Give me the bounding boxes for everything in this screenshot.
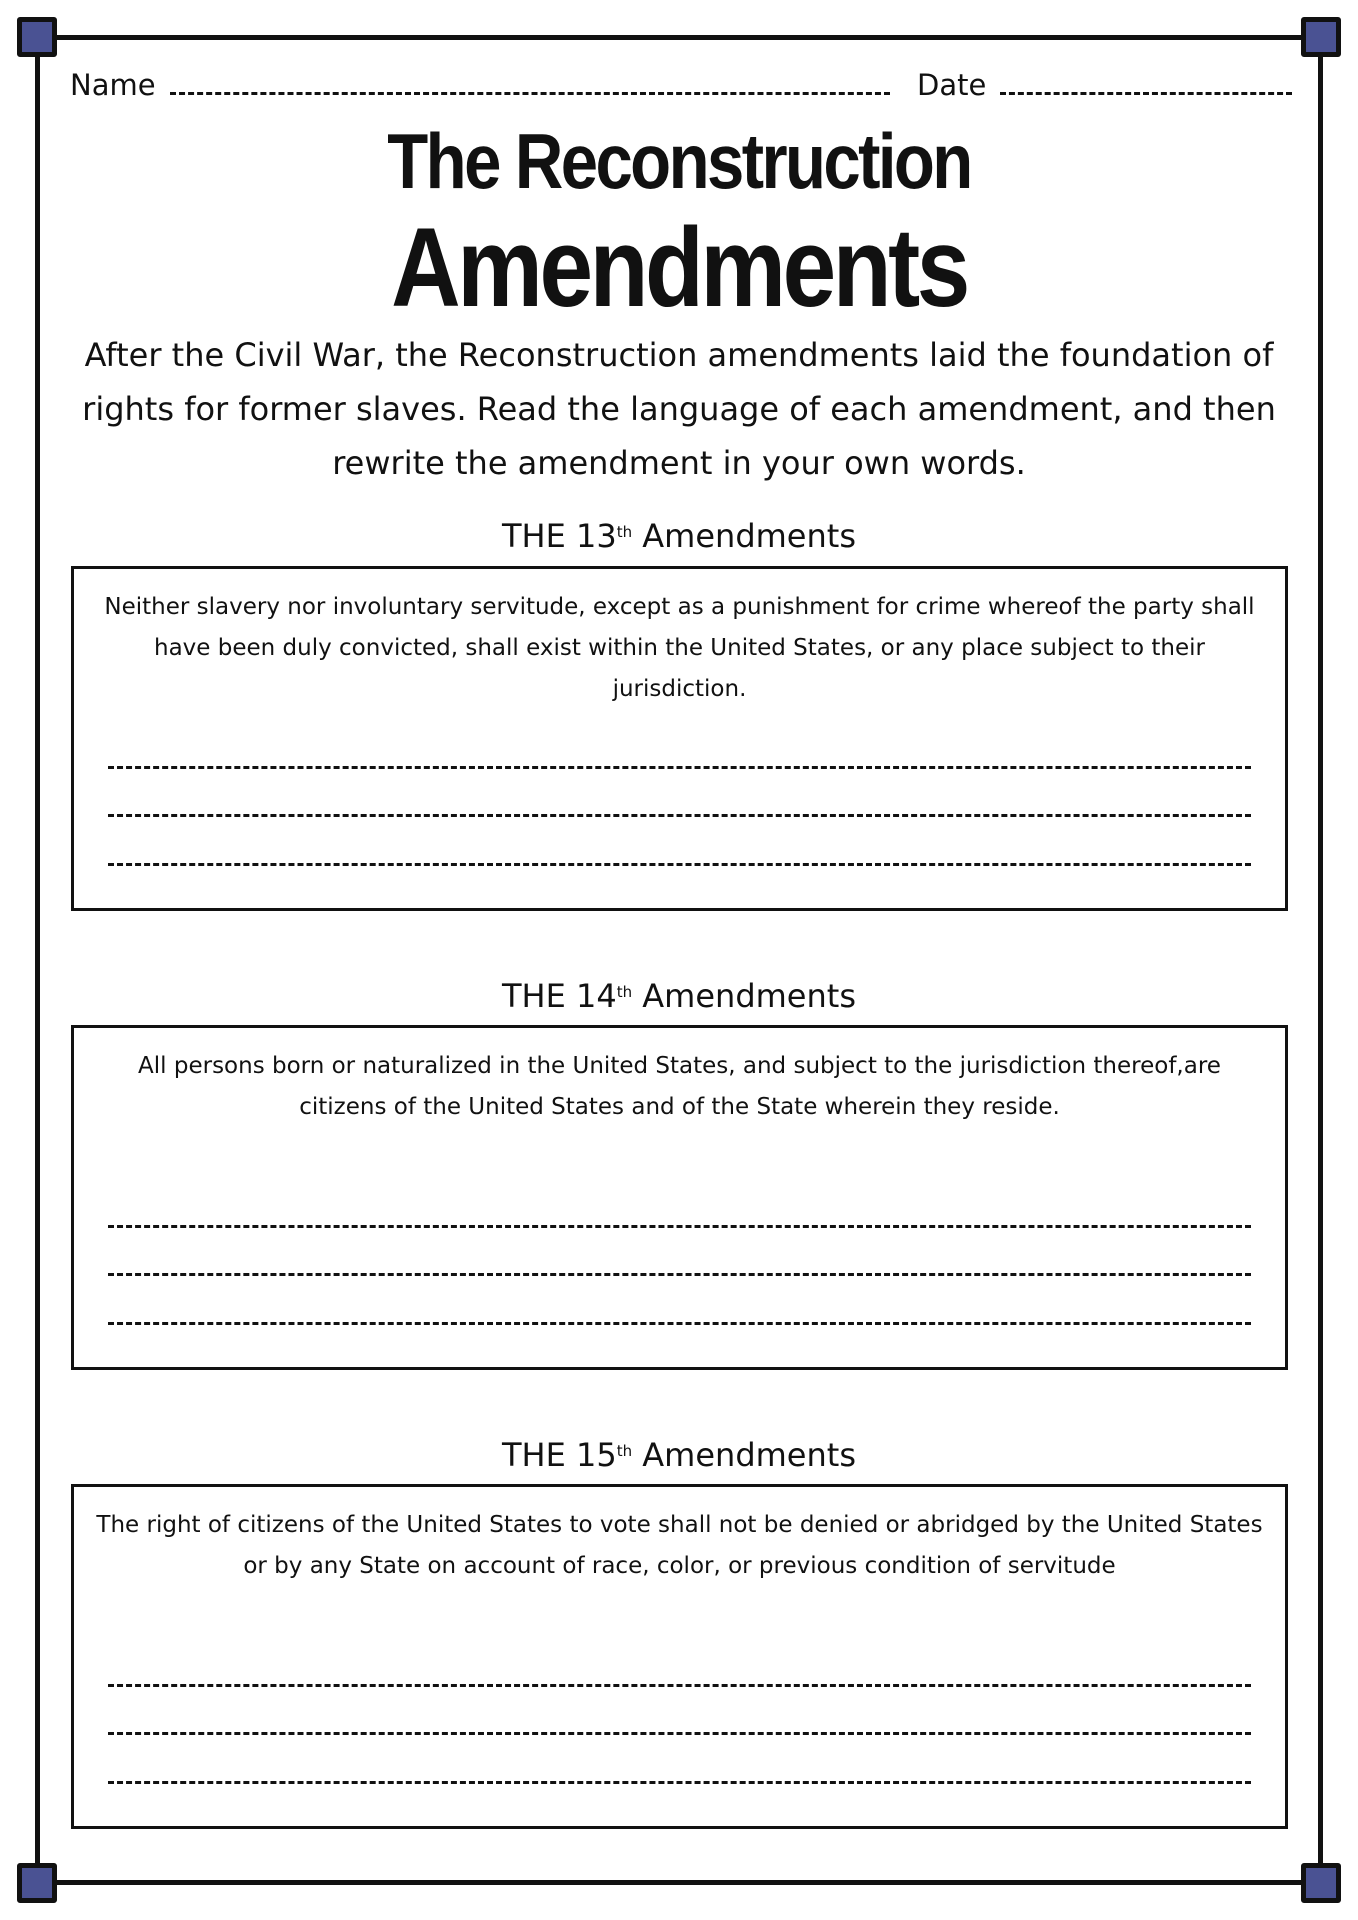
amendment-text: Neither slavery nor involuntary servitude, except as a punishment for crime whereof the party shall have been duly convicted, shall exist within the United States, or any place subject to their jurisdiction. xyxy=(104,594,1255,702)
answer-line[interactable] xyxy=(108,1684,1251,1687)
date-input-line[interactable] xyxy=(1000,70,1292,95)
amendment-text: The right of citizens of the United States to vote shall not be denied or abridged by the United States or by any State on account of race, color, or previous condition of servitude xyxy=(96,1512,1263,1579)
amendment-text: All persons born or naturalized in the United States, and subject to the jurisdiction thereof,are citizens of the United States and of the State wherein they reside. xyxy=(138,1053,1221,1120)
amendment-box-15th xyxy=(71,1484,1288,1829)
date-field-row xyxy=(917,68,1292,102)
date-label: Date xyxy=(917,68,987,102)
name-field-row xyxy=(70,68,890,102)
section-heading-ordinal: th xyxy=(616,983,633,1001)
corner-square-bottom-left xyxy=(17,1863,57,1903)
worksheet-title-line-2: Amendments xyxy=(391,205,967,330)
section-heading-13th xyxy=(0,516,1358,556)
instructions-paragraph: After the Civil War, the Reconstruction amendments laid the foundation of rights for former slaves. Read the language of each amendment, and then rewrite the amendment in your own words. xyxy=(82,336,1276,482)
section-heading-15th xyxy=(0,1435,1358,1475)
section-heading-rest: Amendments xyxy=(632,977,856,1015)
corner-square-top-right xyxy=(1301,17,1341,57)
answer-line[interactable] xyxy=(108,863,1251,866)
answer-line[interactable] xyxy=(108,1732,1251,1735)
section-heading-ordinal: th xyxy=(616,1442,633,1460)
section-heading-14th xyxy=(0,976,1358,1016)
section-heading-prefix: THE 14 xyxy=(502,977,617,1015)
answer-line[interactable] xyxy=(108,814,1251,817)
answer-line[interactable] xyxy=(108,1225,1251,1228)
corner-square-bottom-right xyxy=(1301,1863,1341,1903)
worksheet-title-line-1: The Reconstruction xyxy=(387,117,971,205)
answer-line[interactable] xyxy=(108,1273,1251,1276)
name-label: Name xyxy=(70,68,156,102)
section-heading-ordinal: th xyxy=(616,523,633,541)
section-heading-prefix: THE 13 xyxy=(502,517,617,555)
section-heading-prefix: THE 15 xyxy=(502,1436,617,1474)
section-heading-rest: Amendments xyxy=(632,517,856,555)
amendment-box-14th xyxy=(71,1025,1288,1370)
section-heading-rest: Amendments xyxy=(632,1436,856,1474)
amendment-box-13th xyxy=(71,566,1288,911)
answer-line[interactable] xyxy=(108,1781,1251,1784)
answer-line[interactable] xyxy=(108,766,1251,769)
name-input-line[interactable] xyxy=(170,70,890,95)
answer-line[interactable] xyxy=(108,1322,1251,1325)
corner-square-top-left xyxy=(17,17,57,57)
